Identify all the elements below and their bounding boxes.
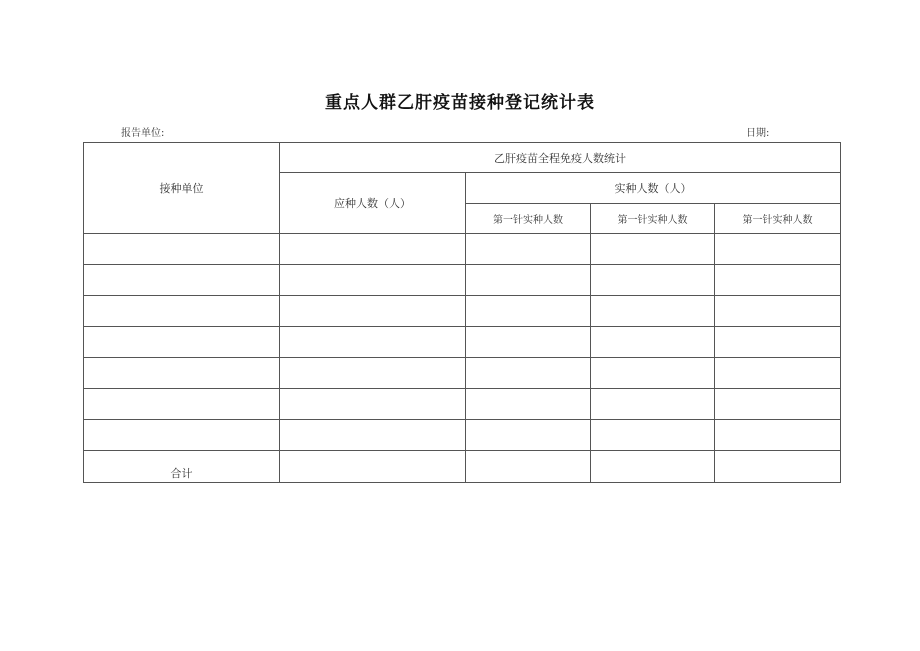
header-full-course-group: 乙肝疫苗全程免疫人数统计 [280,143,841,173]
table-cell[interactable] [591,265,715,296]
total-cell[interactable] [280,451,466,483]
table-cell[interactable] [715,296,841,327]
header-dose-3: 第一针实种人数 [715,204,841,234]
table-cell[interactable] [280,389,466,420]
table-cell[interactable] [466,420,591,451]
table-cell[interactable] [466,234,591,265]
date-label: 日期: [746,128,770,139]
total-row [84,451,841,483]
table-cell[interactable] [84,265,280,296]
total-cell[interactable] [466,451,591,483]
table-cell[interactable] [466,265,591,296]
table-cell[interactable] [280,234,466,265]
header-actual-group: 实种人数（人） [466,173,841,204]
table-row [84,265,841,296]
table-cell[interactable] [84,420,280,451]
table-cell[interactable] [280,358,466,389]
table-cell[interactable] [84,296,280,327]
report-unit-label: 报告单位: [121,128,165,139]
table-cell[interactable] [591,358,715,389]
table-cell[interactable] [591,327,715,358]
table-row [84,389,841,420]
table-cell[interactable] [715,389,841,420]
table-cell[interactable] [466,327,591,358]
table-cell[interactable] [280,265,466,296]
table-cell[interactable] [84,358,280,389]
table-row [84,296,841,327]
table-cell[interactable] [715,265,841,296]
table-cell[interactable] [591,234,715,265]
table-cell[interactable] [715,358,841,389]
table-cell[interactable] [84,234,280,265]
total-label: 合计 [84,451,280,483]
header-dose-1: 第一针实种人数 [466,204,591,234]
document-title: 重点人群乙肝疫苗接种登记统计表 [325,93,595,113]
table-cell[interactable] [591,389,715,420]
table-cell[interactable] [466,358,591,389]
header-expected-count: 应种人数（人） [280,173,466,234]
table-row [84,234,841,265]
table-cell[interactable] [466,389,591,420]
table-row [84,327,841,358]
total-cell[interactable] [591,451,715,483]
table-cell[interactable] [84,389,280,420]
header-row-1 [84,143,841,173]
registration-table [83,142,841,483]
table-row [84,420,841,451]
table-cell[interactable] [280,420,466,451]
table-cell[interactable] [84,327,280,358]
table-cell[interactable] [280,327,466,358]
table-cell[interactable] [715,327,841,358]
total-cell[interactable] [715,451,841,483]
table-cell[interactable] [591,420,715,451]
header-vaccination-unit: 接种单位 [84,143,280,234]
table-row [84,358,841,389]
table-cell[interactable] [715,234,841,265]
header-dose-2: 第一针实种人数 [591,204,715,234]
table-cell[interactable] [591,296,715,327]
table-cell[interactable] [280,296,466,327]
table-cell[interactable] [466,296,591,327]
table-cell[interactable] [715,420,841,451]
